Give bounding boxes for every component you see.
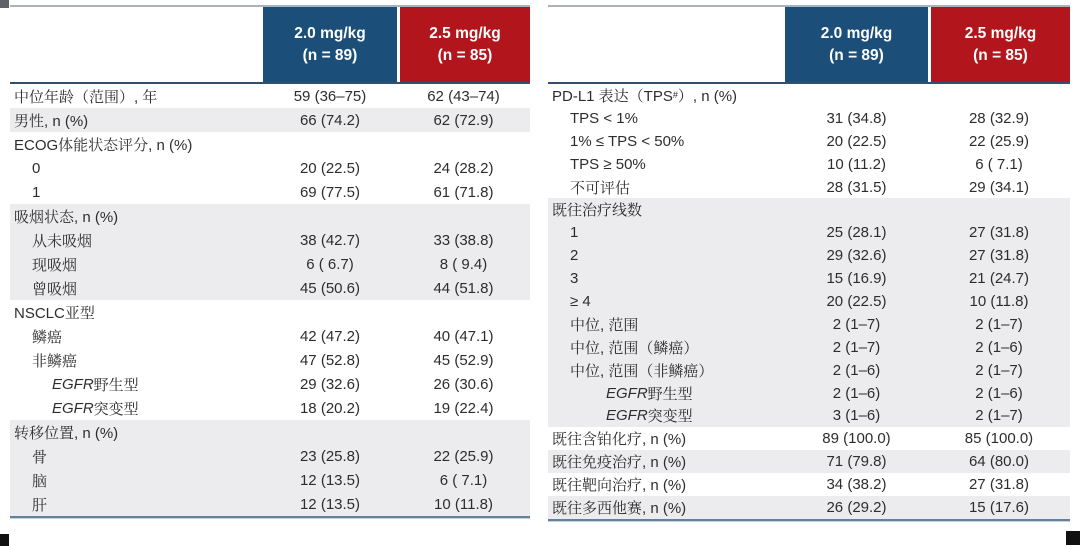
row-label-text: 转移位置, n (%)	[14, 424, 119, 442]
row-value-dose-2-5: 6 ( 7.1)	[975, 155, 1023, 173]
row-label-text: 鳞癌	[32, 328, 63, 346]
table-row	[10, 84, 530, 108]
row-label	[10, 396, 263, 420]
table-row	[10, 276, 530, 300]
row-value-dose-2-5: 10 (11.8)	[969, 292, 1029, 310]
row-value-dose-2-0	[785, 84, 928, 107]
row-label	[548, 359, 785, 382]
row-label-text: EGFR	[606, 384, 648, 402]
row-value-dose-2-0: 2 (1–6)	[832, 384, 881, 402]
row-label	[10, 228, 263, 252]
row-value-dose-2-0: 59 (36–75)	[293, 87, 367, 105]
row-label	[10, 444, 263, 468]
row-value-dose-2-5: 61 (71.8)	[433, 183, 494, 201]
row-value-dose-2-0	[785, 198, 928, 221]
row-label-text: NSCLC亚型	[14, 304, 95, 322]
row-value-dose-2-5: 27 (31.8)	[968, 224, 1030, 242]
row-value-dose-2-0: 47 (52.8)	[299, 351, 361, 369]
row-value-dose-2-0: 12 (13.5)	[299, 471, 361, 489]
table-row	[548, 313, 1070, 336]
row-value-dose-2-5: 8 ( 9.4)	[439, 255, 488, 273]
row-label	[548, 473, 785, 496]
table-row	[10, 300, 530, 324]
row-value-dose-2-5: 44 (51.8)	[433, 279, 494, 297]
row-label-text: 男性, n (%)	[14, 112, 89, 130]
row-label	[548, 130, 785, 153]
table-row	[548, 473, 1070, 496]
row-label-text: EGFR	[52, 375, 94, 393]
row-label-text: 突变型	[93, 400, 139, 418]
row-value-dose-2-5: 45 (52.9)	[433, 351, 494, 369]
row-label-text: 野生型	[647, 385, 693, 403]
table-row	[10, 180, 530, 204]
table-row	[10, 204, 530, 228]
row-label-text: 既往多西他赛, n (%)	[552, 499, 687, 517]
row-label-text: 吸烟状态, n (%)	[14, 208, 119, 226]
row-label-text: 肝	[32, 496, 48, 514]
row-label	[10, 300, 263, 324]
row-value-dose-2-0	[263, 132, 397, 156]
table-row	[548, 221, 1070, 244]
row-value-dose-2-5: 27 (31.8)	[968, 247, 1030, 265]
row-value-dose-2-0: 25 (28.1)	[826, 224, 887, 242]
row-value-dose-2-0: 34 (38.2)	[826, 476, 887, 494]
table-row	[10, 420, 530, 444]
row-label-text: 野生型	[93, 376, 139, 394]
n-label: (n = 85)	[973, 46, 1028, 64]
row-value-dose-2-5: 2 (1–6)	[975, 384, 1023, 402]
row-label	[548, 313, 785, 336]
row-label-text: 中位, 范围（鳞癌）	[570, 339, 699, 357]
row-value-dose-2-0: 89 (100.0)	[822, 430, 891, 448]
row-label	[548, 153, 785, 176]
row-label	[10, 156, 263, 180]
dose-label: 2.5 mg/kg	[429, 24, 501, 42]
row-value-dose-2-5: 64 (80.0)	[968, 453, 1030, 471]
table-row	[10, 444, 530, 468]
row-value-dose-2-5: 29 (34.1)	[968, 178, 1030, 196]
row-value-dose-2-5: 85 (100.0)	[964, 430, 1034, 448]
empty-header-cell	[10, 7, 263, 82]
row-value-dose-2-5: 22 (25.9)	[968, 132, 1030, 150]
row-value-dose-2-0: 20 (22.5)	[826, 292, 887, 310]
row-value-dose-2-5: 22 (25.9)	[433, 447, 494, 465]
row-value-dose-2-5: 2 (1–6)	[975, 338, 1023, 356]
row-value-dose-2-5: 24 (28.2)	[433, 159, 494, 177]
row-value-dose-2-5: 2 (1–7)	[975, 407, 1023, 425]
row-value-dose-2-5: 26 (30.6)	[433, 375, 494, 393]
row-value-dose-2-0: 6 ( 6.7)	[306, 255, 354, 273]
row-label	[10, 492, 263, 516]
row-label	[548, 244, 785, 267]
row-value-dose-2-0: 20 (22.5)	[826, 132, 887, 150]
row-label	[548, 427, 785, 450]
row-value-dose-2-5: 28 (32.9)	[968, 109, 1030, 127]
table-row	[548, 198, 1070, 221]
row-value-dose-2-5	[397, 420, 530, 444]
row-label-text: 1	[32, 183, 41, 201]
table-body	[548, 84, 1070, 519]
n-label: (n = 89)	[829, 46, 884, 64]
row-label-text: 脑	[32, 472, 48, 490]
row-label	[548, 382, 785, 405]
row-label-text: 既往免疫治疗, n (%)	[552, 454, 687, 472]
row-value-dose-2-5: 33 (38.8)	[433, 231, 494, 249]
row-label	[10, 108, 263, 132]
row-value-dose-2-5	[397, 204, 530, 228]
row-value-dose-2-0: 15 (16.9)	[826, 270, 887, 288]
table-row	[548, 84, 1070, 107]
row-value-dose-2-5: 19 (22.4)	[433, 399, 494, 417]
row-label-text: 骨	[32, 448, 48, 466]
row-value-dose-2-0: 2 (1–7)	[832, 338, 881, 356]
row-label-text: ECOG体能状态评分, n (%)	[14, 136, 193, 154]
table-row	[10, 468, 530, 492]
row-value-dose-2-0: 45 (50.6)	[299, 279, 361, 297]
row-label	[10, 180, 263, 204]
row-label-text: 0	[32, 159, 41, 177]
row-label	[10, 252, 263, 276]
row-label	[548, 176, 785, 199]
row-value-dose-2-0: 12 (13.5)	[299, 495, 361, 513]
row-label	[548, 107, 785, 130]
row-label	[548, 198, 785, 221]
row-value-dose-2-5: 2 (1–7)	[975, 361, 1023, 379]
row-label	[10, 372, 263, 396]
table-row	[10, 252, 530, 276]
row-label	[10, 348, 263, 372]
row-value-dose-2-0: 66 (74.2)	[299, 111, 361, 129]
row-label	[548, 404, 785, 427]
row-value-dose-2-5: 27 (31.8)	[968, 476, 1030, 494]
row-label	[10, 420, 263, 444]
table-row	[548, 450, 1070, 473]
table-row	[548, 427, 1070, 450]
row-value-dose-2-0: 20 (22.5)	[299, 159, 361, 177]
row-label-text: TPS ≥ 50%	[570, 155, 646, 173]
column-header-dose-2-5	[928, 7, 1070, 82]
table-row	[548, 107, 1070, 130]
row-label-text: 中位, 范围（非鳞癌）	[570, 362, 714, 380]
n-label: (n = 89)	[302, 46, 358, 64]
row-value-dose-2-5: 6 ( 7.1)	[439, 471, 488, 489]
row-value-dose-2-0: 2 (1–7)	[832, 315, 881, 333]
table-row	[548, 153, 1070, 176]
table-row	[10, 372, 530, 396]
row-value-dose-2-5	[397, 132, 530, 156]
row-value-dose-2-5: 15 (17.6)	[968, 498, 1030, 516]
table-row	[10, 108, 530, 132]
row-value-dose-2-5	[928, 198, 1070, 221]
row-label	[10, 276, 263, 300]
row-label	[10, 204, 263, 228]
row-value-dose-2-0: 28 (31.5)	[826, 178, 887, 196]
row-value-dose-2-0	[263, 300, 397, 324]
table-row	[10, 228, 530, 252]
row-label-text: 1	[570, 224, 579, 242]
row-value-dose-2-0: 3 (1–6)	[832, 407, 881, 425]
row-label	[548, 221, 785, 244]
row-label-text: 现吸烟	[32, 256, 78, 274]
row-label-text: ）, n (%)	[677, 87, 738, 105]
row-value-dose-2-0: 42 (47.2)	[299, 327, 361, 345]
row-value-dose-2-0: 38 (42.7)	[299, 231, 361, 249]
table-row	[548, 359, 1070, 382]
row-label-text: 中位, 范围	[570, 316, 639, 334]
row-label-text: EGFR	[606, 407, 648, 425]
row-label	[10, 468, 263, 492]
row-label-text: 1% ≤ TPS < 50%	[570, 132, 685, 150]
row-label-text: 既往靶向治疗, n (%)	[552, 477, 687, 495]
row-value-dose-2-0	[263, 420, 397, 444]
row-value-dose-2-0: 29 (32.6)	[299, 375, 361, 393]
row-label	[548, 496, 785, 519]
scan-artifact-bottom-left	[0, 534, 9, 546]
row-value-dose-2-5: 62 (72.9)	[433, 111, 494, 129]
row-label-text: PD-L1 表达（TPS	[552, 87, 673, 105]
n-label: (n = 85)	[437, 46, 493, 64]
scan-artifact-top-left	[0, 0, 9, 8]
row-label-text: 3	[570, 270, 579, 288]
column-header-dose-2-0	[263, 7, 397, 82]
row-value-dose-2-5: 62 (43–74)	[427, 87, 500, 105]
table-header	[10, 7, 530, 84]
row-label	[548, 267, 785, 290]
row-value-dose-2-0: 26 (29.2)	[826, 498, 887, 516]
row-label-text: 不可评估	[570, 179, 631, 197]
row-value-dose-2-0	[263, 204, 397, 228]
row-label-text: 2	[570, 247, 579, 265]
table-row	[548, 382, 1070, 405]
empty-header-cell	[548, 7, 785, 82]
table-row	[10, 348, 530, 372]
row-value-dose-2-0: 29 (32.6)	[826, 247, 887, 265]
row-label-text: 从未吸烟	[32, 232, 93, 250]
row-label	[548, 290, 785, 313]
table-row	[548, 130, 1070, 153]
baseline-characteristics-table-left	[10, 5, 530, 518]
row-value-dose-2-0: 18 (20.2)	[299, 399, 361, 417]
row-label	[548, 336, 785, 359]
row-label-text: 非鳞癌	[32, 352, 78, 370]
baseline-characteristics-table-right	[548, 5, 1070, 521]
table-row	[548, 244, 1070, 267]
row-label	[10, 324, 263, 348]
row-value-dose-2-5	[397, 300, 530, 324]
row-value-dose-2-0: 2 (1–6)	[832, 361, 881, 379]
row-value-dose-2-5: 21 (24.7)	[968, 270, 1030, 288]
table-row	[10, 492, 530, 516]
row-label-text: 曾吸烟	[32, 280, 78, 298]
table-row	[548, 404, 1070, 427]
table-row	[10, 132, 530, 156]
table-row	[10, 156, 530, 180]
row-value-dose-2-0: 23 (25.8)	[299, 447, 361, 465]
row-label-text: 中位年龄（范围）, 年	[14, 88, 158, 106]
table-row	[548, 176, 1070, 199]
row-label: PD-L1 表达（TPS # ）, n (%)	[548, 84, 785, 107]
row-label-text: 既往治疗线数	[552, 202, 643, 220]
row-label	[548, 450, 785, 473]
table-row	[10, 324, 530, 348]
dose-label: 2.0 mg/kg	[294, 24, 366, 42]
row-value-dose-2-5	[928, 84, 1070, 107]
row-label-text: ≥ 4	[570, 292, 591, 310]
dose-label: 2.0 mg/kg	[820, 24, 893, 42]
row-label	[10, 132, 263, 156]
row-label-text: 突变型	[647, 408, 693, 426]
row-value-dose-2-0: 10 (11.2)	[827, 155, 886, 173]
row-value-dose-2-5: 2 (1–7)	[975, 315, 1023, 333]
column-header-dose-2-5	[397, 7, 530, 82]
table-row	[548, 267, 1070, 290]
row-label-text: EGFR	[52, 399, 94, 417]
row-label-text: 既往含铂化疗, n (%)	[552, 431, 687, 449]
row-value-dose-2-0: 31 (34.8)	[826, 109, 887, 127]
table-row	[548, 336, 1070, 359]
dose-label: 2.5 mg/kg	[964, 24, 1037, 42]
row-value-dose-2-5: 10 (11.8)	[434, 495, 493, 513]
table-header	[548, 7, 1070, 84]
row-value-dose-2-5: 40 (47.1)	[433, 327, 494, 345]
table-row	[548, 290, 1070, 313]
column-header-dose-2-0	[785, 7, 928, 82]
row-label	[10, 84, 263, 108]
table-row	[10, 396, 530, 420]
table-body	[10, 84, 530, 516]
row-value-dose-2-0: 69 (77.5)	[299, 183, 361, 201]
row-label-text: TPS < 1%	[570, 109, 638, 127]
table-row	[548, 496, 1070, 519]
scan-artifact-bottom-right	[1066, 531, 1080, 545]
row-value-dose-2-0: 71 (79.8)	[826, 453, 887, 471]
